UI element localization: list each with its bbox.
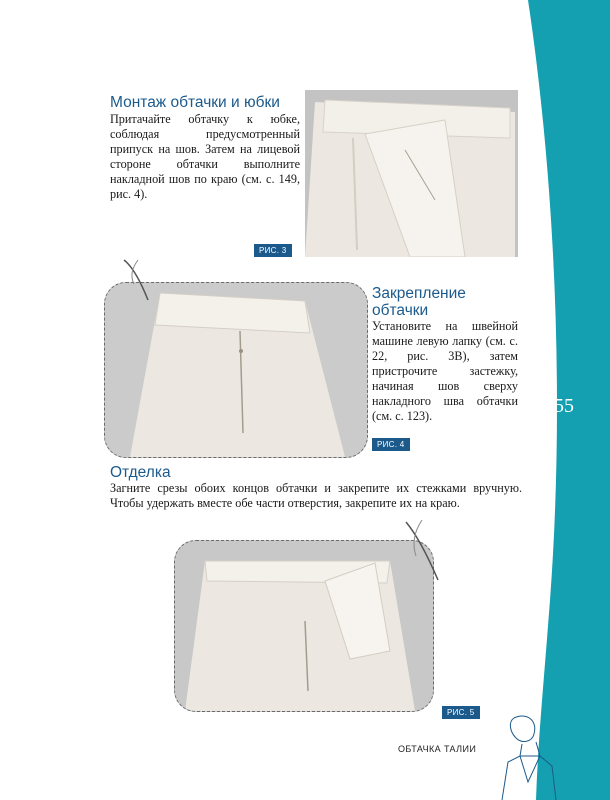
needle-icon bbox=[118, 256, 158, 306]
footer-section-title: ОБТАЧКА ТАЛИИ bbox=[398, 744, 477, 754]
figure-5-label: РИС. 5 bbox=[442, 706, 480, 719]
photo-figure-5 bbox=[174, 540, 434, 712]
photo-figure-4 bbox=[104, 282, 368, 458]
section-text-assembly: Притачайте обтачку к юбке, соблюдая предусмотренный припуск на шов. Затем на лицевой стороне обтачки выполните накладной шов по краю (см. с. 149, рис. 4). bbox=[110, 112, 300, 201]
section-heading-securing-line2: обтачки bbox=[372, 302, 429, 319]
section-text-securing: Установите на швейной машине левую лапку (см. с. 22, рис. 3В), затем пристрочите застежку, начиная шов сверху накладного шва обтачки (см. с. 123). bbox=[372, 319, 518, 423]
fashion-sketch-illustration bbox=[492, 712, 562, 800]
section-text-finishing: Загните срезы обоих концов обтачки и закрепите их стежками вручную. Чтобы удержать вместе обе части отверстия, закрепите их на краю. bbox=[110, 481, 522, 510]
figure-3-label: РИС. 3 bbox=[254, 244, 292, 257]
section-heading-assembly: Монтаж обтачки и юбки bbox=[110, 94, 280, 111]
figure-4-label: РИС. 4 bbox=[372, 438, 410, 451]
page-number: 155 bbox=[544, 395, 574, 417]
section-heading-finishing: Отделка bbox=[110, 464, 171, 481]
needle-icon bbox=[398, 516, 448, 586]
section-heading-securing-line1: Закрепление bbox=[372, 285, 466, 302]
photo-figure-3 bbox=[305, 90, 518, 257]
